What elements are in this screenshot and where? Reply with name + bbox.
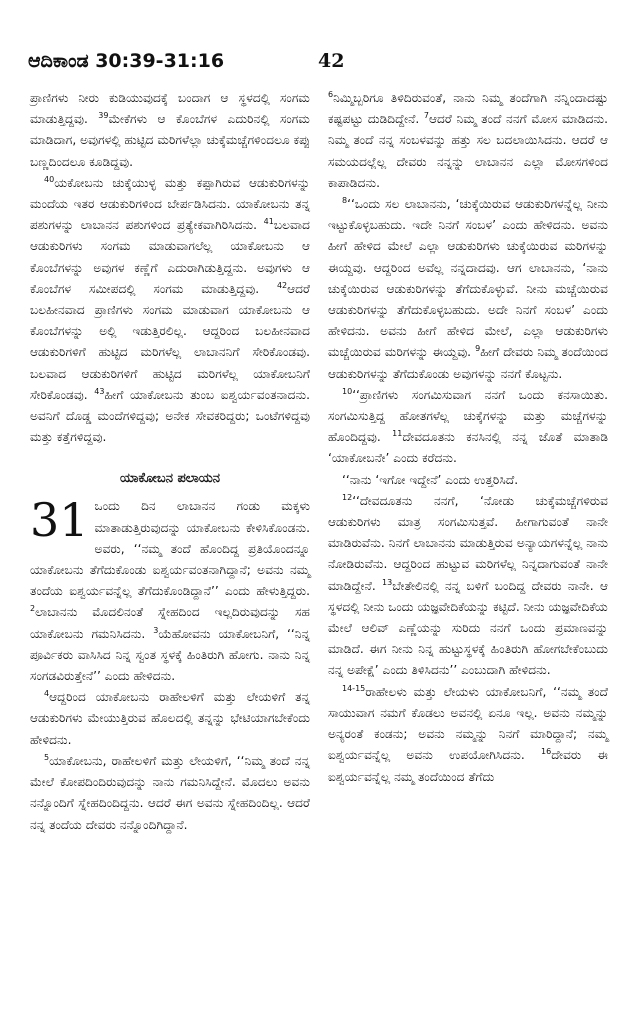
paragraph bbox=[328, 385, 608, 470]
chapter-start bbox=[30, 493, 311, 687]
verse-text: ಹೀಗೆ ಯಾಕೋಬನು ತುಂಬ ಐಶ್ವರ್ಯವಂತನಾದನು. ಅವನಿಗೆ ದೊಡ್ಡ ಮಂದೆಗಳಿದ್ದವು; ಅನೇಕ ಸೇವಕರಿದ್ದರು; ಒಂಟೆಗಳಿದ್ದವು ಮತ್ತು ಕತ್ತೆಗಳಿದ್ದವು. bbox=[30, 387, 311, 445]
verse-number: 6 bbox=[328, 89, 334, 99]
verse-number: 14-15 bbox=[342, 683, 366, 693]
verse-text: ದೇವದೂತನು ಕನಸಿನಲ್ಲಿ ನನ್ನ ಜೊತೆ ಮಾತಾಡಿ ‘ಯಾಕೋಬನೇ’ ಎಂದು ಕರೆದನು. bbox=[328, 430, 609, 466]
verse-text: ಯಕೋಬನು ಚುಕ್ಕೆಯುಳ್ಳ ಮತ್ತು ಕಪ್ಪಾಗಿರುವ ಆಡುಕುರಿಗಳನ್ನು ಮಂದೆಯ ಇತರ ಆಡುಕುರಿಗಳಿಂದ ಬೇರ್ಪಡಿಸಿದನು. ಯಾಕೋಬನು ತನ್ನ ಪಶುಗಳನ್ನು ಲಾಬಾನನ ಪಶುಗಳಿಂದ ಪ್ರತ್ಯೇಕವಾಗಿರಿಸಿದನು. bbox=[30, 175, 310, 233]
verse-text: ಲಾಬಾನನು ಮೊದಲಿನಂತೆ ಸ್ನೇಹದಿಂದ ಇಲ್ಲದಿರುವುದನ್ನು ಸಹ ಯಾಕೋಬನು ಗಮನಿಸಿದನು. bbox=[30, 605, 310, 641]
verse-text: ಬೇತೇಲಿನಲ್ಲಿ ನನ್ನ ಬಳಿಗೆ ಬಂದಿದ್ದ ದೇವರು ನಾನೇ. ಆ ಸ್ಥಳದಲ್ಲಿ ನೀನು ಒಂದು ಯಜ್ಞವೇದಿಕೆಯನ್ನು ಕಟ್ಟಿದೆ. ನೀನು ಯಜ್ಞವೇದಿಕೆಯ ಮೇಲೆ ಆಲಿವ್ ಎಣ್ಣೆಯನ್ನು ಸುರಿದು ನನಗೆ ಒಂದು ಪ್ರಮಾಣವನ್ನು ಮಾಡಿದೆ. ಈಗ ನೀನು ನಿನ್ನ ಹುಟ್ಟುಸ್ಥಳಕ್ಕೆ ಹಿಂತಿರುಗಿ ಹೋಗಬೇಕೆಂಬುದು ನನ್ನ ಅಪೇಕ್ಷೆ’ ಎಂದು ತಿಳಿಸಿದನು’’ ಎಂಬುದಾಗಿ ಹೇಳಿದನು. bbox=[328, 578, 609, 678]
paragraph bbox=[30, 88, 310, 173]
paragraph bbox=[328, 194, 608, 385]
verse-text: ಆದರೆ ಬಲಹೀನವಾದ ಪ್ರಾಣಿಗಳು ಸಂಗಮ ಮಾಡುವಾಗ ಯಾಕೋಬನು ಆ ಕೊಂಬೆಗಳನ್ನು ಅಲ್ಲಿ ಇಡುತ್ತಿರಲಿಲ್ಲ. ಆದ್ದರಿಂದ ಬಲಹೀನವಾದ ಆಡುಕುರಿಗಳಿಗೆ ಹುಟ್ಟಿದ ಮರಿಗಳೆಲ್ಲ ಲಾಬಾನನಿಗೆ ಸೇರಿಕೊಂಡವು. ಬಲವಾದ ಆಡುಕುರಿಗಳಿಗೆ ಹುಟ್ಟಿದ ಮರಿಗಳೆಲ್ಲ ಯಾಕೋಬನಿಗೆ ಸೇರಿಕೊಂಡವು. bbox=[30, 281, 310, 402]
verse-text: ಪ್ರಾಣಿಗಳು ನೀರು ಕುಡಿಯುವುದಕ್ಕೆ ಬಂದಾಗ ಆ ಸ್ಥಳದಲ್ಲಿ ಸಂಗಮ ಮಾಡುತ್ತಿದ್ದವು. bbox=[30, 91, 310, 127]
paragraph bbox=[328, 470, 608, 491]
verse-number: 11 bbox=[392, 429, 403, 439]
paragraph bbox=[328, 682, 608, 788]
verse-number: 9 bbox=[475, 344, 481, 354]
verse-text: ಬಲವಾದ ಆಡುಕುರಿಗಳು ಸಂಗಮ ಮಾಡುವಾಗಲೆಲ್ಲ ಯಾಕೋಬನು ಆ ಕೊಂಬೆಗಳನ್ನು ಅವುಗಳ ಕಣ್ಣೆಗೆ ಎದುರಾಗಿಡುತ್ತಿದ್ದನು. ಅವುಗಳು ಆ ಕೊಂಬೆಗಳ ಸಮೀಪದಲ್ಲಿ ಸಂಗಮ ಮಾಡುತ್ತಿದ್ದವು. bbox=[30, 218, 311, 296]
verse-text: ‘‘ನಾನು ‘ಇಗೋ ಇದ್ದೇನೆ’ ಎಂದು ಉತ್ತರಿಸಿದೆ. bbox=[342, 472, 519, 487]
verse-text: ‘‘ಪ್ರಾಣಿಗಳು ಸಂಗಮಿಸುವಾಗ ನನಗೆ ಒಂದು ಕನಸಾಯಿತು. ಸಂಗಮಿಸುತ್ತಿದ್ದ ಹೋತಗಳೆಲ್ಲ ಚುಕ್ಕೆಗಳನ್ನು ಮತ್ತು ಮಚ್ಚೆಗಳನ್ನು ಹೊಂದಿದ್ದವು. bbox=[328, 387, 608, 445]
verse-text: ಯಾಕೋಬನು, ರಾಹೇಲಳಿಗೆ ಮತ್ತು ಲೇಯಳಿಗೆ, ‘‘ನಿಮ್ಮ ತಂದೆ ನನ್ನ ಮೇಲೆ ಕೋಪದಿಂದಿರುವುದನ್ನು ನಾನು ಗಮನಿಸಿದ್ದೇನೆ. ಮೊದಲು ಅವನು ನನ್ನೊಂದಿಗೆ ಸ್ನೇಹದಿಂದಿದ್ದನು. ಆದರೆ ಈಗ ಅವನು ಸ್ನೇಹದಿಂದಿಲ್ಲ. ಆದರೆ ನನ್ನ ತಂದೆಯ ದೇವರು ನನ್ನೊಂದಿಗಿದ್ದಾನೆ. bbox=[30, 753, 310, 832]
verse-text: ಯೆಹೋವನು ಯಾಕೋಬನಿಗೆ, ‘‘ನಿನ್ನ ಪೂರ್ವಿಕರು ವಾಸಿಸಿದ ನಿನ್ನ ಸ್ವಂತ ಸ್ಥಳಕ್ಕೆ ಹಿಂತಿರುಗಿ ಹೋಗು. ನಾನು ನಿನ್ನ ಸಂಗಡವಿರುತ್ತೇನೆ’’ ಎಂದು ಹೇಳಿದನು. bbox=[30, 626, 311, 684]
section-heading: ಯಾಕೋಬನ ಪಲಾಯನ bbox=[120, 471, 220, 487]
verse-number: 16 bbox=[541, 747, 552, 757]
left-column bbox=[30, 88, 310, 836]
paragraph bbox=[328, 491, 608, 682]
paragraph bbox=[30, 173, 310, 449]
verse-text: ನಿಮ್ಮಿಬ್ಬರಿಗೂ ತಿಳಿದಿರುವಂತೆ, ನಾನು ನಿಮ್ಮ ತಂದೆಗಾಗಿ ನನ್ನಿಂದಾದಷ್ಟು ಕಷ್ಟಪಟ್ಟು ದುಡಿದಿದ್ದೇನೆ. bbox=[328, 91, 608, 127]
verse-number: 3 bbox=[153, 625, 159, 635]
verse-text: ಮೇಕೆಗಳು ಆ ಕೊಂಬೆಗಳ ಎದುರಿನಲ್ಲಿ ಸಂಗಮ ಮಾಡಿದಾಗ, ಅವುಗಳಲ್ಲಿ ಹುಟ್ಟಿದ ಮರಿಗಳೆಲ್ಲಾ ಚುಕ್ಕೆಮಚ್ಚೆಗಳಿಂದಲೂ ಕಪ್ಪು ಬಣ್ಣದಿಂದಲೂ ಕೂಡಿದ್ದವು. bbox=[30, 112, 310, 169]
verse-text: ಒಂದು ದಿನ ಲಾಬಾನನ ಗಂಡು ಮಕ್ಕಳು ಮಾತಾಡುತ್ತಿರುವುದನ್ನು ಯಾಕೋಬನು ಕೇಳಿಸಿಕೊಂಡನು. ಅವರು, ‘‘ನಮ್ಮ ತಂದೆ ಹೊಂದಿದ್ದ ಪ್ರತಿಯೊಂದನ್ನೂ ಯಾಕೋಬನು ತೆಗೆದುಕೊಂಡು ಐಶ್ವರ್ಯವಂತನಾಗಿದ್ದಾನೆ; ಅವನು ನಮ್ಮ ತಂದೆಯ ಐಶ್ವರ್ಯವನ್ನೆಲ್ಲ ತೆಗೆದುಕೊಂಡಿದ್ದಾನೆ’’ ಎಂದು ಹೇಳುತ್ತಿದ್ದರು. bbox=[30, 499, 310, 599]
page-number: 42 bbox=[318, 50, 345, 72]
right-column bbox=[328, 88, 608, 788]
running-head: ಆದಿಕಾಂಡ 30:39-31:16 bbox=[28, 50, 225, 72]
verse-text: ಹೀಗೆ ದೇವರು ನಿಮ್ಮ ತಂದೆಯಿಂದ ಆಡುಕುರಿಗಳನ್ನು ತೆಗೆದುಕೊಂಡು ಅವುಗಳನ್ನು ನನಗೆ ಕೊಟ್ಟನು. bbox=[328, 345, 608, 381]
verse-text: ರಾಹೇಲಳು ಮತ್ತು ಲೇಯಳು ಯಾಕೋಬನಿಗೆ, ‘‘ನಮ್ಮ ತಂದೆ ಸಾಯುವಾಗ ನಮಗೆ ಕೊಡಲು ಅವನಲ್ಲಿ ಏನೂ ಇಲ್ಲ. ಅವನು ನಮ್ಮನ್ನು ಅನ್ಯರಂತೆ ಕಂಡನು; ಅವನು ನಮ್ಮನ್ನು ನಿನಗೆ ಮಾರಿದ್ದಾನೆ; ನಮ್ಮ ಐಶ್ವರ್ಯವನ್ನೆಲ್ಲ ಅವನು ಉಪಯೋಗಿಸಿದನು. bbox=[328, 684, 608, 763]
verse-number: 43 bbox=[94, 386, 105, 396]
verse-number: 40 bbox=[44, 174, 55, 184]
verse-number: 4 bbox=[44, 689, 50, 699]
verse-text: ‘‘ಒಂದು ಸಲ ಲಾಬಾನನು, ‘ಚುಕ್ಕೆಯಿರುವ ಆಡುಕುರಿಗಳನ್ನೆಲ್ಲ ನೀನು ಇಟ್ಟುಕೊಳ್ಳಬಹುದು. ಇದೇ ನಿನಗೆ ಸಂಬಳ’ ಎಂದು ಹೇಳಿದನು. ಅವನು ಹೀಗೆ ಹೇಳಿದ ಮೇಲೆ ಎಲ್ಲಾ ಆಡುಕುರಿಗಳು ಚುಕ್ಕೆಯಿರುವ ಮರಿಗಳನ್ನು ಈಯ್ದವು. ಆದ್ದರಿಂದ ಅವೆಲ್ಲ ನನ್ನದಾದವು. ಆಗ ಲಾಬಾನನು, ‘ನಾನು ಚುಕ್ಕೆಯಿರುವ ಆಡುಕುರಿಗಳನ್ನು ತೆಗೆದುಕೊಳ್ಳುವೆ. ನೀನು ಮಚ್ಚೆಯಿರುವ ಆಡುಕುರಿಗಳನ್ನು ತೆಗೆದುಕೊಳ್ಳಬಹುದು. ಅದೇ ನಿನಗೆ ಸಂಬಳ’ ಎಂದು ಹೇಳಿದನು. ಅವನು ಹೀಗೆ ಹೇಳಿದ ಮೇಲೆ, ಎಲ್ಲಾ ಆಡುಕುರಿಗಳು ಮಚ್ಚೆಯಿರುವ ಮರಿಗಳನ್ನು ಈಯ್ದವು. bbox=[328, 197, 608, 360]
paragraph bbox=[30, 687, 310, 751]
paragraph bbox=[30, 751, 310, 836]
verse-number: 8 bbox=[342, 195, 348, 205]
verse-number: 13 bbox=[382, 577, 393, 587]
chapter-number: 31 bbox=[30, 493, 89, 548]
verse-number: 10 bbox=[342, 386, 353, 396]
verse-number: 2 bbox=[30, 604, 36, 614]
verse-number: 12 bbox=[342, 492, 353, 502]
page-header bbox=[28, 50, 610, 80]
verse-number: 39 bbox=[98, 111, 109, 121]
verse-text: ದೇವರು ಈ ಐಶ್ವರ್ಯವನ್ನೆಲ್ಲ ನಮ್ಮ ತಂದೆಯಿಂದ ತೆಗೆದು bbox=[328, 748, 608, 784]
paragraph bbox=[328, 88, 608, 194]
verse-number: 5 bbox=[44, 752, 50, 762]
verse-number: 7 bbox=[423, 111, 429, 121]
verse-text: ಆದ್ದರಿಂದ ಯಾಕೋಬನು ರಾಹೇಲಳಿಗೆ ಮತ್ತು ಲೇಯಳಿಗೆ ತನ್ನ ಆಡುಕುರಿಗಳು ಮೇಯುತ್ತಿರುವ ಹೊಲದಲ್ಲಿ ತನ್ನನ್ನು ಭೇಟಿಯಾಗಬೇಕೆಂದು ಹೇಳಿದನು. bbox=[30, 690, 310, 747]
verse-number: 41 bbox=[263, 217, 274, 227]
verse-text: ‘‘ದೇವದೂತನು ನನಗೆ, ‘ನೋಡು ಚುಕ್ಕೆಮಚ್ಚೆಗಳಿರುವ ಆಡುಕುರಿಗಳು ಮಾತ್ರ ಸಂಗಮಿಸುತ್ತವೆ. ಹೀಗಾಗುವಂತೆ ನಾನೇ ಮಾಡಿರುವೆನು. ನಿನಗೆ ಲಾಬಾನನು ಮಾಡುತ್ತಿರುವ ಅನ್ಯಾಯಗಳನ್ನೆಲ್ಲ ನಾನು ನೋಡಿರುವೆನು. ಆದ್ದರಿಂದ ಹುಟ್ಟುವ ಮರಿಗಳೆಲ್ಲ ನಿನ್ನದಾಗುವಂತೆ ನಾನೇ ಮಾಡಿದ್ದೇನೆ. bbox=[328, 493, 608, 593]
verse-number: 42 bbox=[276, 280, 288, 290]
verse-text: ಆದರೆ ನಿಮ್ಮ ತಂದೆ ನನಗೆ ಮೋಸ ಮಾಡಿದನು. ನಿಮ್ಮ ತಂದೆ ನನ್ನ ಸಂಬಳವನ್ನು ಹತ್ತು ಸಲ ಬದಲಾಯಿಸಿದನು. ಆದರೆ ಆ ಸಮಯದಲ್ಲೆಲ್ಲ ದೇವರು ನನ್ನನ್ನು ಲಾಬಾನನ ಎಲ್ಲಾ ಮೋಸಗಳಿಂದ ಕಾಪಾಡಿದನು. bbox=[328, 112, 609, 190]
